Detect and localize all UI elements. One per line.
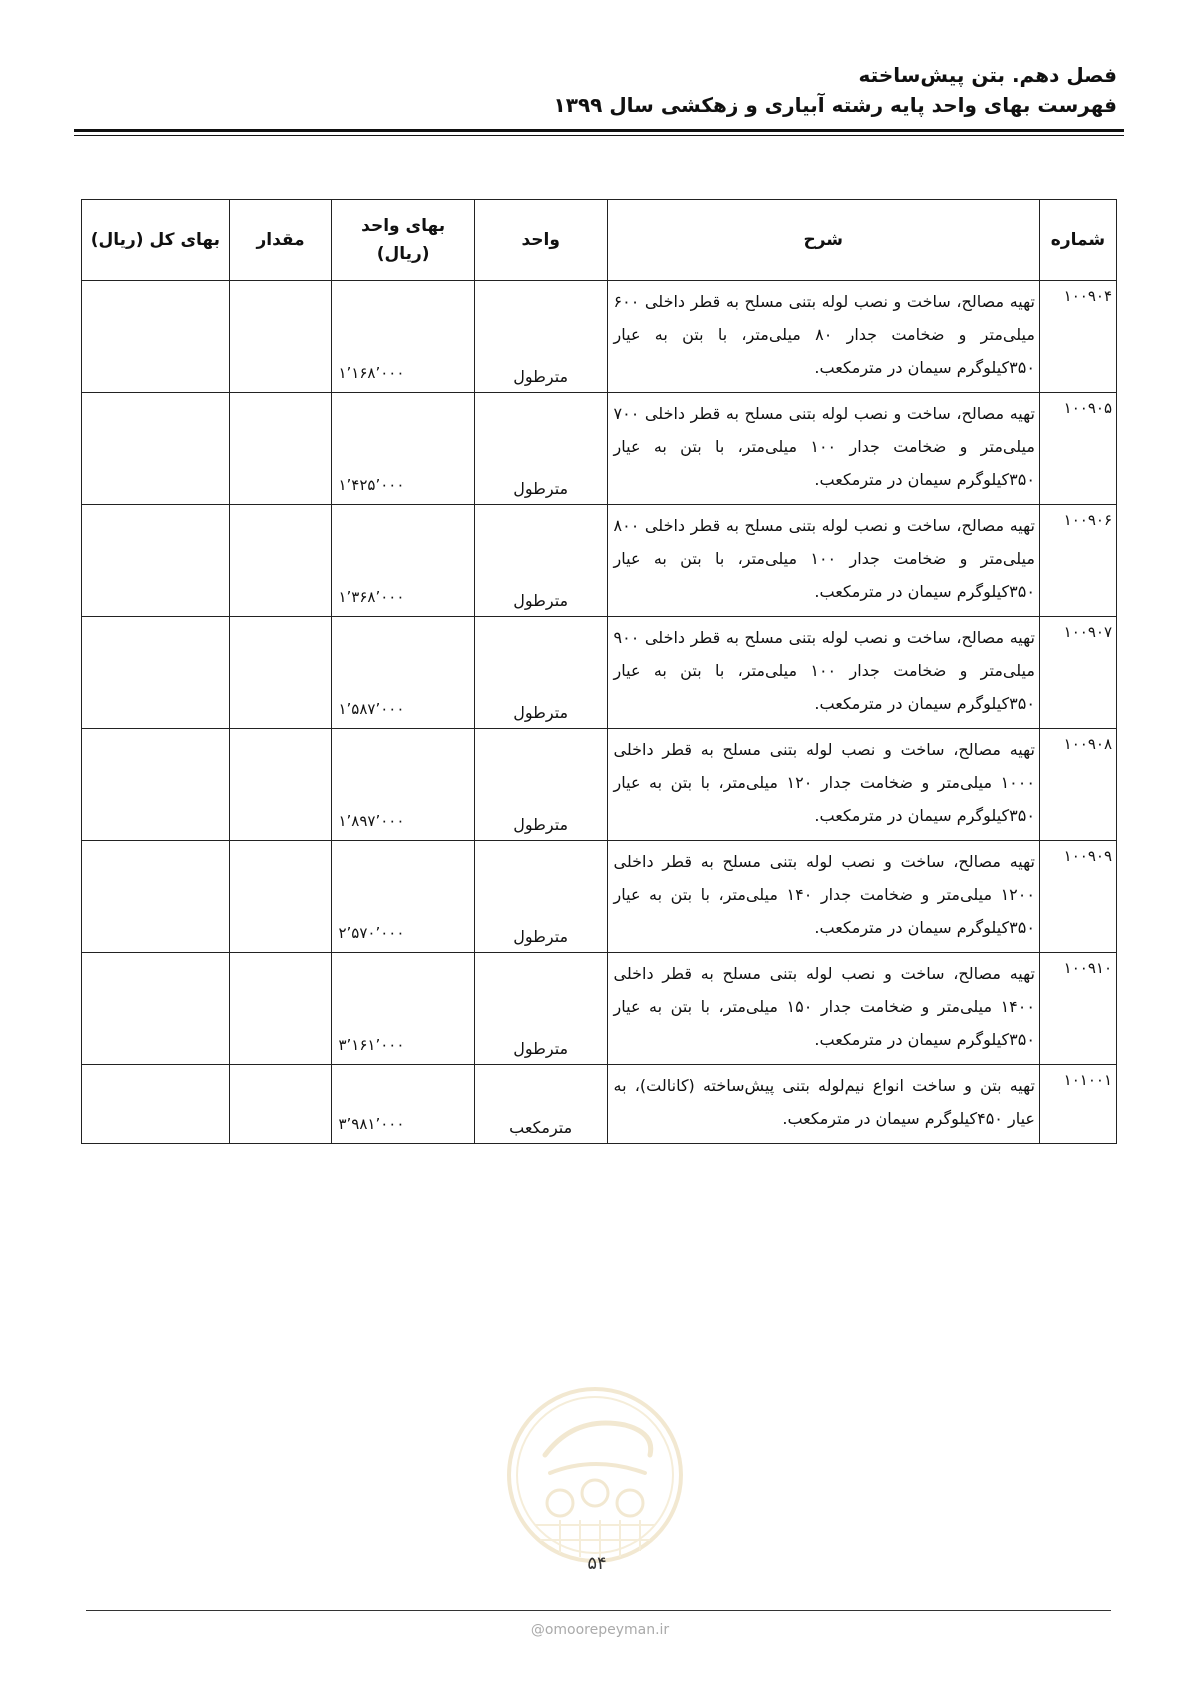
item-description: تهیه بتن و ساخت انواع نیم‌لوله بتنی پیش‌ساخته (کانالت)، به عیار ۴۵۰کیلوگرم سیمان در مترمکعب. xyxy=(607,1065,1039,1144)
item-description: تهیه مصالح، ساخت و نصب لوله بتنی مسلح به قطر داخلی ۱۲۰۰ میلی‌متر و ضخامت جدار ۱۴۰ میلی‌متر، با بتن به عیار ۳۵۰کیلوگرم سیمان در مترمکعب. xyxy=(607,841,1039,953)
page-number: ۵۴ xyxy=(587,1553,607,1574)
item-unit-price: ۱٬۴۲۵٬۰۰۰ xyxy=(332,393,474,505)
omoore-peyman-logo-watermark xyxy=(505,1385,685,1565)
item-description: تهیه مصالح، ساخت و نصب لوله بتنی مسلح به قطر داخلی ۱۴۰۰ میلی‌متر و ضخامت جدار ۱۵۰ میلی‌متر، با بتن به عیار ۳۵۰کیلوگرم سیمان در مترمکعب. xyxy=(607,953,1039,1065)
item-code: ۱۰۰۹۰۹ xyxy=(1039,841,1116,953)
item-total xyxy=(82,617,230,729)
table-row xyxy=(82,393,1117,505)
item-unit-price: ۱٬۸۹۷٬۰۰۰ xyxy=(332,729,474,841)
item-total xyxy=(82,953,230,1065)
item-quantity xyxy=(229,393,332,505)
page-header xyxy=(57,60,1117,120)
table-row xyxy=(82,841,1117,953)
table-row xyxy=(82,281,1117,393)
price-table xyxy=(81,199,1117,1144)
item-quantity xyxy=(229,1065,332,1144)
col-header-unit-price-currency: (ریال) xyxy=(376,244,430,264)
item-description: تهیه مصالح، ساخت و نصب لوله بتنی مسلح به قطر داخلی ۶۰۰ میلی‌متر و ضخامت جدار ۸۰ میلی‌متر، با بتن به عیار ۳۵۰کیلوگرم سیمان در مترمکعب. xyxy=(607,281,1039,393)
col-header-unit: واحد xyxy=(474,200,607,281)
item-code: ۱۰۰۹۰۷ xyxy=(1039,617,1116,729)
item-description: تهیه مصالح، ساخت و نصب لوله بتنی مسلح به قطر داخلی ۹۰۰ میلی‌متر و ضخامت جدار ۱۰۰ میلی‌متر، با بتن به عیار ۳۵۰کیلوگرم سیمان در مترمکعب. xyxy=(607,617,1039,729)
col-header-desc: شرح xyxy=(607,200,1039,281)
item-quantity xyxy=(229,953,332,1065)
chapter-title: فصل دهم. بتن پیش‌ساخته xyxy=(858,63,1117,87)
table-header-row xyxy=(82,200,1117,281)
item-quantity xyxy=(229,841,332,953)
item-unit-price: ۳٬۱۶۱٬۰۰۰ xyxy=(332,953,474,1065)
item-unit: مترطول xyxy=(474,729,607,841)
item-unit: مترطول xyxy=(474,841,607,953)
item-total xyxy=(82,841,230,953)
footer-url: @omoorepeyman.ir xyxy=(530,1622,670,1638)
item-unit: مترطول xyxy=(474,505,607,617)
item-code: ۱۰۰۹۱۰ xyxy=(1039,953,1116,1065)
item-total xyxy=(82,505,230,617)
item-unit-price: ۳٬۹۸۱٬۰۰۰ xyxy=(332,1065,474,1144)
item-code: ۱۰۱۰۰۱ xyxy=(1039,1065,1116,1144)
item-unit-price: ۲٬۵۷۰٬۰۰۰ xyxy=(332,841,474,953)
item-unit-price: ۱٬۱۶۸٬۰۰۰ xyxy=(332,281,474,393)
item-description: تهیه مصالح، ساخت و نصب لوله بتنی مسلح به قطر داخلی ۸۰۰ میلی‌متر و ضخامت جدار ۱۰۰ میلی‌متر، با بتن به عیار ۳۵۰کیلوگرم سیمان در مترمکعب. xyxy=(607,505,1039,617)
col-header-unit-price-label: بهای واحد xyxy=(361,216,446,236)
item-description: تهیه مصالح، ساخت و نصب لوله بتنی مسلح به قطر داخلی ۱۰۰۰ میلی‌متر و ضخامت جدار ۱۲۰ میلی‌متر، با بتن به عیار ۳۵۰کیلوگرم سیمان در مترمکعب. xyxy=(607,729,1039,841)
item-unit: مترطول xyxy=(474,281,607,393)
table-row xyxy=(82,1065,1117,1144)
table-row xyxy=(82,505,1117,617)
item-quantity xyxy=(229,729,332,841)
item-quantity xyxy=(229,617,332,729)
item-code: ۱۰۰۹۰۶ xyxy=(1039,505,1116,617)
item-code: ۱۰۰۹۰۵ xyxy=(1039,393,1116,505)
item-unit-price: ۱٬۵۸۷٬۰۰۰ xyxy=(332,617,474,729)
item-unit: مترطول xyxy=(474,617,607,729)
item-total xyxy=(82,1065,230,1144)
col-header-code: شماره xyxy=(1039,200,1116,281)
col-header-total: بهای کل (ریال) xyxy=(82,200,230,281)
item-total xyxy=(82,281,230,393)
document-title: فهرست بهای واحد پایه رشته آبیاری و زهکشی سال ۱۳۹۹ xyxy=(553,93,1117,117)
col-header-unit-price xyxy=(332,200,474,281)
item-unit: مترطول xyxy=(474,393,607,505)
header-rule-thick xyxy=(74,129,1124,132)
item-unit: مترمکعب xyxy=(474,1065,607,1144)
item-quantity xyxy=(229,281,332,393)
item-description: تهیه مصالح، ساخت و نصب لوله بتنی مسلح به قطر داخلی ۷۰۰ میلی‌متر و ضخامت جدار ۱۰۰ میلی‌متر، با بتن به عیار ۳۵۰کیلوگرم سیمان در مترمکعب. xyxy=(607,393,1039,505)
table-row xyxy=(82,953,1117,1065)
item-unit-price: ۱٬۳۶۸٬۰۰۰ xyxy=(332,505,474,617)
item-quantity xyxy=(229,505,332,617)
item-total xyxy=(82,393,230,505)
header-rule-thin xyxy=(74,135,1124,136)
table-row xyxy=(82,617,1117,729)
footer-rule xyxy=(86,1610,1111,1611)
item-code: ۱۰۰۹۰۴ xyxy=(1039,281,1116,393)
item-total xyxy=(82,729,230,841)
col-header-quantity: مقدار xyxy=(229,200,332,281)
table-row xyxy=(82,729,1117,841)
item-code: ۱۰۰۹۰۸ xyxy=(1039,729,1116,841)
item-unit: مترطول xyxy=(474,953,607,1065)
